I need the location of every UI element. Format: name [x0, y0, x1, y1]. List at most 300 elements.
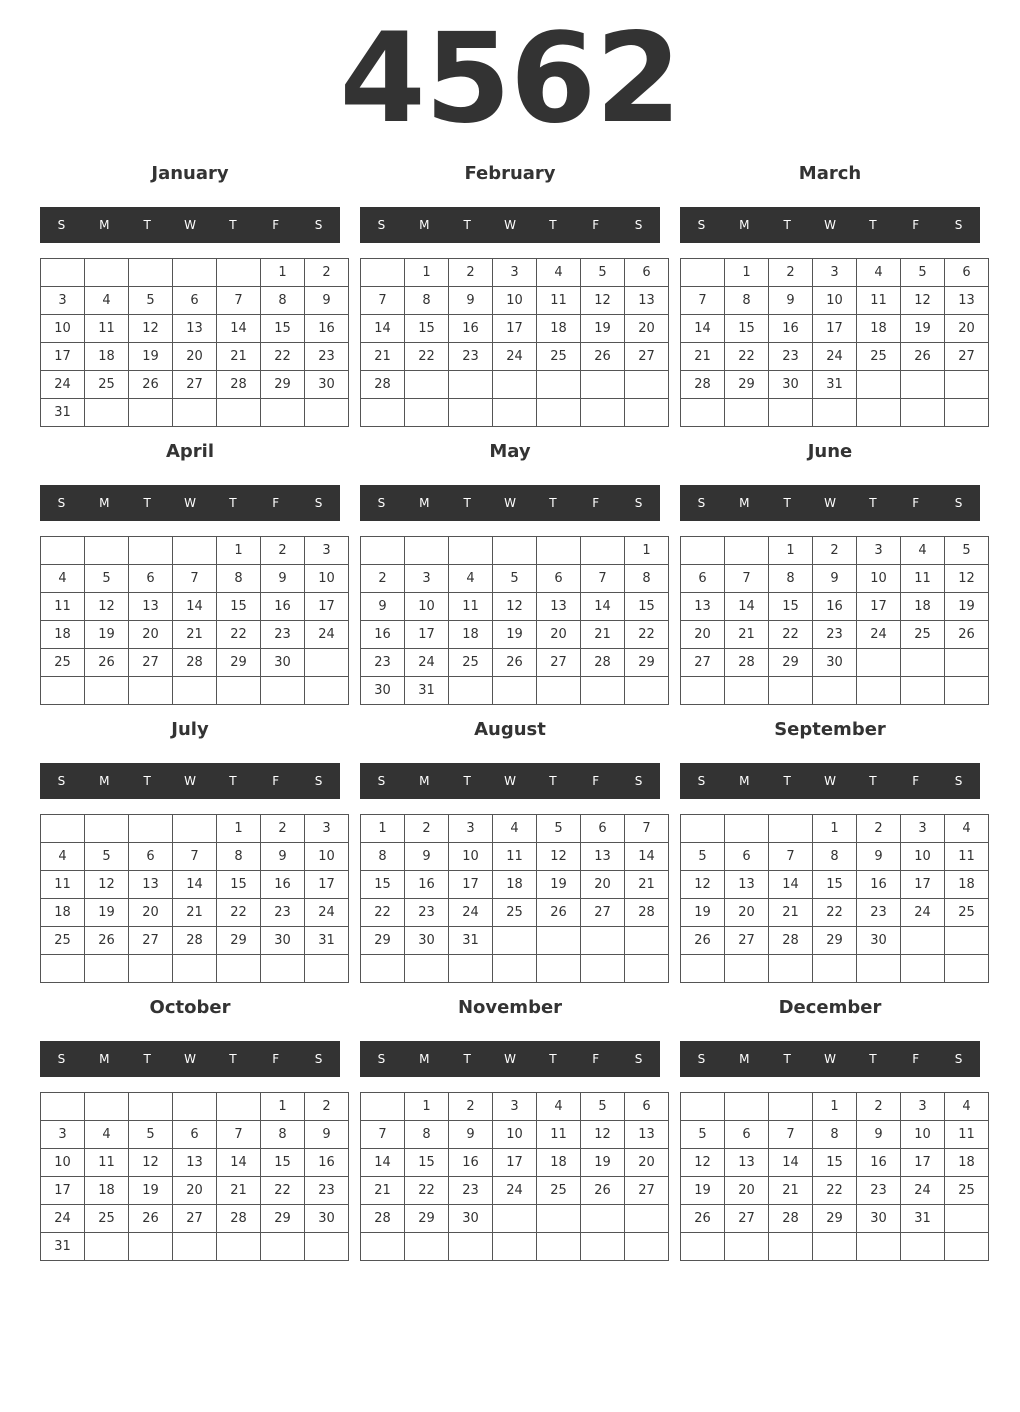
week-row [41, 287, 349, 315]
day-cell: 12 [537, 843, 581, 871]
day-cell: 2 [305, 259, 349, 287]
day-cell [681, 537, 725, 565]
day-cell: 30 [405, 927, 449, 955]
day-cell: 25 [901, 621, 945, 649]
day-cell: 16 [261, 871, 305, 899]
week-row [681, 1233, 989, 1261]
day-cell: 14 [625, 843, 669, 871]
weekday-label: M [99, 218, 110, 232]
day-cell: 22 [361, 899, 405, 927]
day-cell [581, 1233, 625, 1261]
day-cell: 8 [261, 287, 305, 315]
day-cell: 16 [305, 1149, 349, 1177]
weekday-label: F [272, 1052, 280, 1066]
day-cell: 8 [725, 287, 769, 315]
day-cell: 7 [361, 1121, 405, 1149]
day-cell [901, 677, 945, 705]
week-row [41, 871, 349, 899]
day-cell [625, 371, 669, 399]
day-cell [217, 1093, 261, 1121]
day-cell: 9 [261, 565, 305, 593]
day-cell: 25 [493, 899, 537, 927]
day-grid [680, 814, 989, 983]
day-cell: 30 [813, 649, 857, 677]
day-cell: 30 [261, 649, 305, 677]
day-cell: 6 [681, 565, 725, 593]
day-cell [857, 677, 901, 705]
day-cell [725, 677, 769, 705]
day-cell [129, 955, 173, 983]
weekday-label: W [184, 218, 196, 232]
day-cell [945, 1205, 989, 1233]
day-grid [680, 258, 989, 427]
weekday-label: S [697, 774, 706, 788]
day-cell: 10 [449, 843, 493, 871]
day-cell: 1 [625, 537, 669, 565]
day-cell: 19 [129, 1177, 173, 1205]
day-cell: 7 [581, 565, 625, 593]
weekday-label: T [783, 1052, 791, 1066]
day-cell: 18 [945, 1149, 989, 1177]
day-cell: 25 [945, 1177, 989, 1205]
day-cell: 20 [537, 621, 581, 649]
day-cell [173, 815, 217, 843]
weekday-label: T [549, 496, 557, 510]
week-row [681, 899, 989, 927]
week-row [681, 259, 989, 287]
day-cell [129, 677, 173, 705]
day-cell: 8 [217, 565, 261, 593]
day-cell: 14 [361, 315, 405, 343]
day-cell: 13 [537, 593, 581, 621]
weekday-label: T [143, 774, 151, 788]
day-cell [449, 537, 493, 565]
month-name: August [474, 719, 546, 740]
day-cell: 28 [361, 1205, 405, 1233]
day-cell: 13 [725, 871, 769, 899]
day-cell: 14 [769, 1149, 813, 1177]
day-cell: 27 [129, 649, 173, 677]
weekday-header [360, 485, 660, 521]
day-cell: 4 [537, 1093, 581, 1121]
week-row [41, 1233, 349, 1261]
weekday-label: M [99, 774, 110, 788]
day-cell: 20 [129, 899, 173, 927]
day-cell [769, 955, 813, 983]
day-cell [173, 677, 217, 705]
day-cell: 22 [813, 1177, 857, 1205]
day-cell: 23 [305, 343, 349, 371]
day-cell: 24 [405, 649, 449, 677]
day-cell: 26 [85, 927, 129, 955]
day-cell [85, 537, 129, 565]
weekday-label: M [739, 496, 750, 510]
weekday-label: S [634, 774, 643, 788]
week-row [681, 1205, 989, 1233]
day-cell [173, 399, 217, 427]
day-cell: 30 [261, 927, 305, 955]
week-row [361, 1177, 669, 1205]
day-cell: 10 [493, 1121, 537, 1149]
day-cell [769, 815, 813, 843]
day-cell: 24 [41, 371, 85, 399]
day-cell [129, 537, 173, 565]
day-cell: 20 [725, 1177, 769, 1205]
week-row [361, 287, 669, 315]
day-cell: 6 [725, 843, 769, 871]
month-name: March [798, 163, 862, 184]
weekday-label: M [739, 1052, 750, 1066]
day-cell: 21 [217, 343, 261, 371]
day-cell: 21 [361, 1177, 405, 1205]
day-cell: 20 [173, 1177, 217, 1205]
day-cell: 15 [361, 871, 405, 899]
day-cell: 29 [405, 1205, 449, 1233]
weekday-label: W [184, 496, 196, 510]
weekday-label: S [314, 496, 323, 510]
weekday-label: W [824, 218, 836, 232]
weekday-label: S [57, 1052, 66, 1066]
day-cell [129, 399, 173, 427]
day-cell: 18 [85, 1177, 129, 1205]
day-cell: 7 [625, 815, 669, 843]
day-cell: 2 [857, 815, 901, 843]
weekday-label: S [634, 218, 643, 232]
day-cell: 20 [173, 343, 217, 371]
day-cell: 3 [41, 287, 85, 315]
weekday-label: W [504, 496, 516, 510]
day-cell: 3 [41, 1121, 85, 1149]
day-cell: 14 [173, 871, 217, 899]
week-row [41, 371, 349, 399]
day-cell: 3 [449, 815, 493, 843]
day-cell: 10 [901, 1121, 945, 1149]
day-cell: 14 [769, 871, 813, 899]
day-cell: 4 [85, 1121, 129, 1149]
day-cell: 11 [857, 287, 901, 315]
day-cell: 27 [725, 1205, 769, 1233]
day-cell: 7 [217, 287, 261, 315]
day-cell: 12 [945, 565, 989, 593]
day-cell: 22 [725, 343, 769, 371]
week-row [681, 621, 989, 649]
weekday-header [360, 207, 660, 243]
day-cell: 14 [725, 593, 769, 621]
day-cell: 28 [173, 649, 217, 677]
month-name: September [774, 719, 886, 740]
weekday-label: T [783, 496, 791, 510]
day-cell: 23 [449, 1177, 493, 1205]
day-cell: 4 [41, 843, 85, 871]
day-cell: 8 [361, 843, 405, 871]
day-cell [449, 1233, 493, 1261]
day-cell: 2 [361, 565, 405, 593]
week-row [361, 371, 669, 399]
day-cell: 6 [581, 815, 625, 843]
day-cell: 1 [405, 259, 449, 287]
day-cell: 2 [857, 1093, 901, 1121]
day-cell [681, 677, 725, 705]
day-cell [945, 399, 989, 427]
day-cell: 19 [129, 343, 173, 371]
day-cell: 18 [41, 621, 85, 649]
day-cell: 27 [725, 927, 769, 955]
day-cell: 23 [449, 343, 493, 371]
month-name: June [807, 441, 853, 462]
day-cell: 22 [217, 899, 261, 927]
day-cell [901, 1233, 945, 1261]
weekday-header [40, 485, 340, 521]
day-cell: 26 [129, 1205, 173, 1233]
month-name: November [457, 997, 563, 1018]
day-cell: 12 [129, 315, 173, 343]
week-row [681, 1149, 989, 1177]
day-cell [769, 1233, 813, 1261]
day-cell: 14 [581, 593, 625, 621]
day-cell: 28 [769, 927, 813, 955]
day-cell: 13 [625, 1121, 669, 1149]
day-cell: 7 [681, 287, 725, 315]
weekday-label: M [419, 774, 430, 788]
day-cell: 9 [305, 287, 349, 315]
day-cell [857, 1233, 901, 1261]
week-row [361, 815, 669, 843]
week-row [41, 1121, 349, 1149]
day-cell [41, 955, 85, 983]
day-cell: 23 [813, 621, 857, 649]
day-cell: 8 [813, 843, 857, 871]
day-cell: 16 [769, 315, 813, 343]
day-cell [173, 955, 217, 983]
weekday-header [680, 207, 980, 243]
day-cell: 12 [493, 593, 537, 621]
weekday-label: T [143, 1052, 151, 1066]
day-cell: 24 [305, 621, 349, 649]
day-cell: 12 [129, 1149, 173, 1177]
day-cell [85, 815, 129, 843]
weekday-label: S [377, 1052, 386, 1066]
day-cell: 26 [581, 343, 625, 371]
day-cell [537, 927, 581, 955]
day-cell: 24 [41, 1205, 85, 1233]
day-cell: 2 [261, 815, 305, 843]
day-cell: 6 [537, 565, 581, 593]
day-cell: 17 [813, 315, 857, 343]
day-cell: 14 [217, 315, 261, 343]
day-cell: 24 [493, 343, 537, 371]
day-cell [901, 649, 945, 677]
day-cell: 18 [945, 871, 989, 899]
week-row [361, 565, 669, 593]
day-cell: 20 [725, 899, 769, 927]
day-cell [493, 677, 537, 705]
day-cell [901, 371, 945, 399]
day-cell: 31 [405, 677, 449, 705]
day-cell: 19 [901, 315, 945, 343]
day-cell [945, 1233, 989, 1261]
weekday-label: S [697, 1052, 706, 1066]
day-cell: 16 [857, 871, 901, 899]
weekday-label: F [912, 496, 920, 510]
week-row [681, 1121, 989, 1149]
day-cell [449, 677, 493, 705]
week-row [681, 593, 989, 621]
day-cell: 21 [725, 621, 769, 649]
day-cell: 5 [129, 287, 173, 315]
day-cell [725, 1093, 769, 1121]
weekday-label: W [824, 496, 836, 510]
day-cell [493, 537, 537, 565]
day-cell [813, 677, 857, 705]
day-cell: 7 [361, 287, 405, 315]
day-cell: 3 [813, 259, 857, 287]
day-cell: 11 [945, 843, 989, 871]
week-row [41, 621, 349, 649]
day-cell: 11 [85, 1149, 129, 1177]
day-cell: 18 [857, 315, 901, 343]
day-cell: 8 [769, 565, 813, 593]
week-row [41, 565, 349, 593]
day-cell: 8 [217, 843, 261, 871]
day-cell [625, 955, 669, 983]
day-cell: 7 [725, 565, 769, 593]
day-cell [173, 1233, 217, 1261]
week-row [681, 315, 989, 343]
day-cell: 6 [129, 843, 173, 871]
day-cell: 17 [449, 871, 493, 899]
day-cell: 21 [217, 1177, 261, 1205]
day-cell: 6 [173, 287, 217, 315]
day-cell: 8 [625, 565, 669, 593]
day-cell: 24 [305, 899, 349, 927]
week-row [681, 649, 989, 677]
day-cell: 16 [361, 621, 405, 649]
day-grid [680, 1092, 989, 1261]
day-cell: 12 [85, 871, 129, 899]
day-cell: 23 [305, 1177, 349, 1205]
day-cell [581, 537, 625, 565]
day-cell: 17 [901, 871, 945, 899]
day-cell: 17 [305, 593, 349, 621]
day-cell: 15 [261, 315, 305, 343]
weekday-header [40, 763, 340, 799]
week-row [681, 399, 989, 427]
day-cell [725, 537, 769, 565]
day-cell [901, 927, 945, 955]
week-row [681, 843, 989, 871]
week-row [41, 815, 349, 843]
weekday-label: T [549, 1052, 557, 1066]
day-cell [85, 399, 129, 427]
day-cell: 28 [625, 899, 669, 927]
week-row [681, 677, 989, 705]
day-grid [40, 814, 349, 983]
week-row [41, 955, 349, 983]
weekday-label: W [184, 1052, 196, 1066]
weekday-label: F [592, 1052, 600, 1066]
weekday-label: W [504, 774, 516, 788]
week-row [361, 1205, 669, 1233]
day-cell: 26 [581, 1177, 625, 1205]
day-cell [769, 677, 813, 705]
weekday-label: M [419, 218, 430, 232]
day-cell: 3 [901, 815, 945, 843]
day-cell: 12 [581, 1121, 625, 1149]
weekday-label: T [229, 774, 237, 788]
day-cell: 5 [681, 1121, 725, 1149]
day-cell: 21 [681, 343, 725, 371]
weekday-header [40, 207, 340, 243]
weekday-header [680, 1041, 980, 1077]
weekday-label: M [99, 496, 110, 510]
day-cell: 19 [493, 621, 537, 649]
day-cell: 18 [41, 899, 85, 927]
day-cell: 12 [581, 287, 625, 315]
day-cell: 8 [813, 1121, 857, 1149]
day-cell [41, 259, 85, 287]
week-row [41, 843, 349, 871]
week-row [681, 1177, 989, 1205]
day-cell [581, 955, 625, 983]
day-cell: 8 [405, 1121, 449, 1149]
day-cell [725, 955, 769, 983]
day-cell [857, 399, 901, 427]
day-cell [493, 927, 537, 955]
weekday-label: T [869, 218, 877, 232]
week-row [361, 649, 669, 677]
day-cell [261, 677, 305, 705]
day-cell: 9 [857, 843, 901, 871]
day-cell: 10 [41, 315, 85, 343]
day-cell: 16 [449, 1149, 493, 1177]
day-cell: 29 [813, 1205, 857, 1233]
day-cell: 28 [581, 649, 625, 677]
day-cell [537, 371, 581, 399]
day-cell [625, 1205, 669, 1233]
day-cell: 28 [217, 1205, 261, 1233]
weekday-label: T [869, 774, 877, 788]
day-cell: 25 [537, 343, 581, 371]
day-cell: 4 [945, 1093, 989, 1121]
weekday-label: M [419, 1052, 430, 1066]
day-cell [129, 259, 173, 287]
day-cell: 23 [857, 899, 901, 927]
weekday-label: S [314, 1052, 323, 1066]
day-cell [41, 815, 85, 843]
day-cell: 21 [173, 621, 217, 649]
week-row [361, 1093, 669, 1121]
month-name: July [171, 719, 209, 740]
day-cell: 5 [901, 259, 945, 287]
weekday-label: W [824, 774, 836, 788]
day-cell: 23 [261, 621, 305, 649]
day-cell [537, 955, 581, 983]
day-cell: 16 [405, 871, 449, 899]
day-cell [173, 259, 217, 287]
day-cell [261, 955, 305, 983]
weekday-label: S [954, 496, 963, 510]
day-cell: 10 [901, 843, 945, 871]
day-cell: 25 [449, 649, 493, 677]
weekday-header [680, 763, 980, 799]
day-cell: 28 [725, 649, 769, 677]
day-grid [40, 1092, 349, 1261]
day-cell: 7 [173, 843, 217, 871]
day-cell: 13 [945, 287, 989, 315]
day-cell: 11 [537, 287, 581, 315]
day-cell [725, 815, 769, 843]
day-cell [493, 399, 537, 427]
